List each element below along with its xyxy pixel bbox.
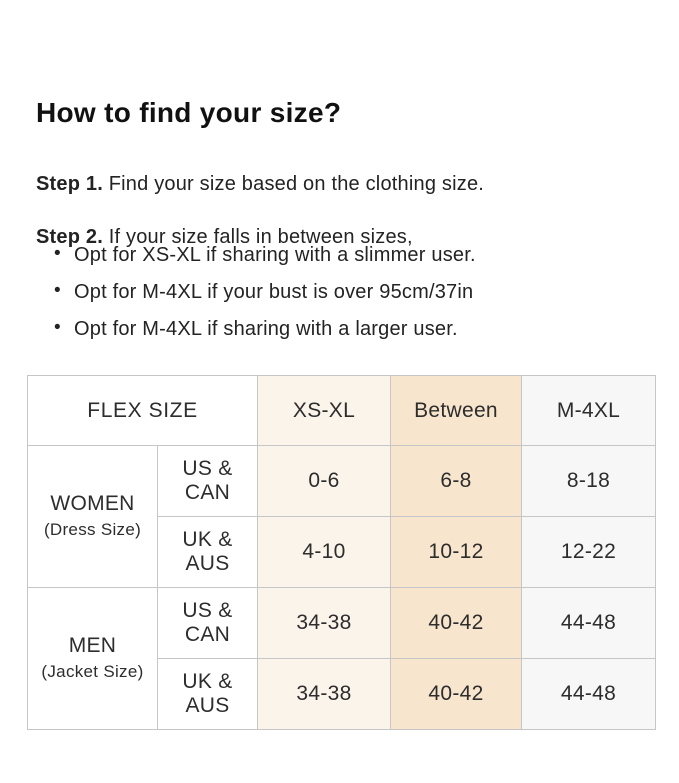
group-cell-women <box>28 446 158 588</box>
step-1-text: Find your size based on the clothing size. <box>108 173 485 195</box>
region-cell-us-can <box>158 588 258 659</box>
value-cell: 6-8 <box>391 446 522 517</box>
region-line-2: CAN <box>184 623 231 646</box>
column-header-m-4xl: M-4XL <box>522 376 656 446</box>
bullet-list <box>36 243 476 354</box>
value-cell: 8-18 <box>522 446 656 517</box>
region-line-2: CAN <box>184 481 231 504</box>
value-cell: 34-38 <box>258 659 391 730</box>
group-men-subtitle: (Jacket Size) <box>41 662 144 681</box>
group-cell-men <box>28 588 158 730</box>
column-header-xs-xl: XS-XL <box>258 376 391 446</box>
step-1 <box>36 171 484 197</box>
column-header-between: Between <box>391 376 522 446</box>
step-2-label: Step 2. <box>36 226 103 248</box>
value-cell: 40-42 <box>391 659 522 730</box>
bullet-item-larger: • Opt for M-4XL if sharing with a larger user. <box>36 317 476 341</box>
region-cell-uk-aus <box>158 517 258 588</box>
flex-size-header-cell <box>28 376 258 446</box>
bullet-item-slimmer: • Opt for XS-XL if sharing with a slimmer user. <box>36 243 476 267</box>
value-cell: 4-10 <box>258 517 391 588</box>
region-line-1: UK & <box>182 670 233 693</box>
region-line-2: AUS <box>185 694 230 717</box>
group-men-label: MEN <box>68 634 117 657</box>
value-cell: 34-38 <box>258 588 391 659</box>
step-2-text: If your size falls in between sizes, <box>108 226 413 248</box>
bullet-item-bust: • Opt for M-4XL if your bust is over 95cm/37in <box>36 280 476 304</box>
region-cell-us-can <box>158 446 258 517</box>
page-title: How to find your size? <box>36 96 342 128</box>
table-row-men-us-can <box>28 588 656 659</box>
step-1-label: Step 1. <box>36 173 103 195</box>
flex-size-table <box>27 375 656 730</box>
value-cell: 10-12 <box>391 517 522 588</box>
value-cell: 12-22 <box>522 517 656 588</box>
value-cell: 44-48 <box>522 659 656 730</box>
region-line-1: US & <box>182 457 233 480</box>
region-line-2: AUS <box>185 552 230 575</box>
value-cell: 40-42 <box>391 588 522 659</box>
region-line-1: US & <box>182 599 233 622</box>
region-cell-uk-aus <box>158 659 258 730</box>
table-header-row <box>28 376 656 446</box>
flex-size-label: FLEX SIZE <box>87 398 198 422</box>
group-women-label: WOMEN <box>50 492 135 515</box>
table-row-women-us-can <box>28 446 656 517</box>
region-line-1: UK & <box>182 528 233 551</box>
value-cell: 0-6 <box>258 446 391 517</box>
value-cell: 44-48 <box>522 588 656 659</box>
group-women-subtitle: (Dress Size) <box>43 520 142 539</box>
